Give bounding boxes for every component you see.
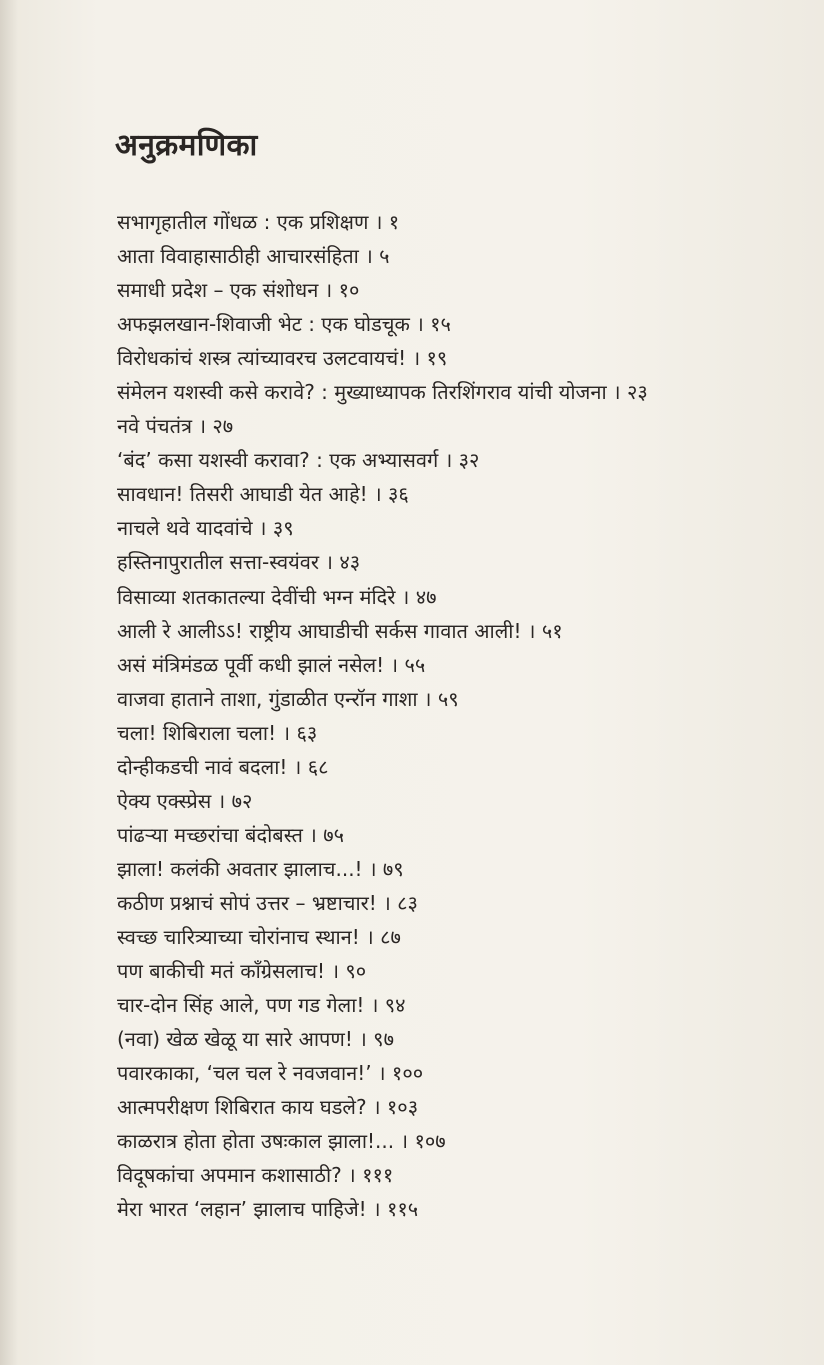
toc-entry-separator: । [412, 346, 421, 371]
toc-entry-page-number: १०३ [386, 1095, 419, 1120]
toc-entry-page-number: १ [388, 210, 400, 234]
toc-entry-page-number: ३६ [388, 482, 409, 507]
toc-entry-page-number: २७ [212, 414, 234, 439]
toc-entry-separator: । [401, 584, 410, 609]
toc-entry-separator: । [383, 890, 391, 915]
toc-entry [117, 1124, 797, 1158]
toc-entry [117, 1022, 797, 1056]
toc-entry [117, 920, 797, 954]
toc-entry-title: आत्मपरीक्षण शिबिरात काय घडले? [117, 1095, 367, 1120]
toc-entry-page-number: ८७ [380, 924, 401, 949]
toc-entry [117, 682, 797, 716]
toc-entry [117, 784, 797, 818]
toc-entry-title: दोन्हीकडची नावं बदला! [117, 754, 288, 779]
toc-entry-page-number: ३९ [272, 516, 294, 541]
toc-entry-separator: । [613, 380, 621, 405]
toc-entry [117, 818, 797, 852]
toc-entry-page-number: ६८ [307, 754, 329, 779]
toc-entry [117, 341, 797, 375]
toc-entry-page-number: ९७ [373, 1027, 394, 1052]
toc-entry-page-number: ५९ [437, 686, 459, 711]
toc-entry-title: नाचले थवे यादवांचे [117, 516, 253, 541]
toc-entry-page-number: ७५ [323, 822, 344, 847]
toc-entry-title: असं मंत्रिमंडळ पूर्वी कधी झालं नसेल! [117, 652, 385, 677]
toc-entry-title: ‘बंद’ कसा यशस्वी करावा? : एक अभ्यासवर्ग [117, 448, 439, 473]
toc-entry-separator: । [377, 1061, 386, 1086]
toc-entry-title: सभागृहातील गोंधळ : एक प्रशिक्षण [117, 210, 369, 234]
toc-entry-page-number: २३ [626, 380, 648, 405]
toc-entry [117, 545, 797, 579]
toc-entry-title: आली रे आलीऽऽ! राष्ट्रीय आघाडीची सर्कस गावात आली! [117, 618, 522, 643]
toc-entry-page-number: १५ [430, 312, 451, 337]
toc-entry [117, 1056, 797, 1090]
toc-entry [117, 375, 797, 409]
toc-entry-title: हस्तिनापुरातील सत्ता-स्वयंवर [117, 550, 320, 575]
toc-entry [117, 852, 797, 886]
toc-entry-page-number: १०० [391, 1061, 424, 1086]
toc-entry-title: पवारकाका, ‘चल चल रे नवजवान!’ [117, 1061, 372, 1086]
toc-entry-title: अफझलखान-शिवाजी भेट : एक घोडचूक [117, 312, 410, 337]
toc-entry-title: (नवा) खेळ खेळू या सारे आपण! [117, 1027, 353, 1052]
toc-entry [117, 511, 797, 545]
toc-entry-page-number: ३२ [458, 448, 480, 473]
toc-entry-title: काळरात्र होता होता उषःकाल झाला!... [117, 1129, 395, 1154]
toc-entry-separator: । [527, 618, 536, 643]
toc-entry [117, 988, 797, 1022]
toc-entry [117, 580, 797, 614]
toc-entry [117, 205, 797, 239]
toc-entry [117, 648, 797, 682]
toc-entry-separator: । [198, 414, 207, 439]
toc-entry [117, 954, 797, 988]
toc-entry-page-number: ११५ [387, 1197, 419, 1222]
toc-entry-page-number: ४७ [415, 584, 437, 609]
toc-entry-page-number: ९० [345, 959, 367, 984]
toc-entry [117, 409, 797, 443]
toc-entry-separator: । [348, 1163, 356, 1188]
toc-entry-separator: । [359, 1027, 367, 1052]
toc-entry-page-number: १० [338, 278, 360, 303]
toc-entry-title: समाधी प्रदेश – एक संशोधन [117, 278, 319, 303]
toc-entry-separator: । [423, 686, 432, 711]
toc-entry-page-number: ९४ [384, 993, 406, 1018]
toc-entry-page-number: १९ [426, 346, 448, 371]
toc-entry-separator: । [331, 959, 340, 984]
toc-entry [117, 886, 797, 920]
toc-entry-title: कठीण प्रश्नाचं सोपं उत्तर – भ्रष्टाचार! [117, 890, 377, 915]
toc-entry-separator: । [293, 754, 302, 779]
toc-entry-title: पण बाकीची मतं काँग्रेसलाच! [117, 959, 326, 984]
toc-entry-separator: । [217, 788, 226, 813]
toc-entry-title: पांढऱ्या मच्छरांचा बंदोबस्त [117, 822, 303, 847]
toc-entry [117, 750, 797, 784]
toc-entry-separator: । [416, 312, 424, 337]
toc-entry-separator: । [258, 516, 267, 541]
toc-entry-page-number: ५५ [404, 652, 426, 677]
toc-entry-page-number: ४३ [339, 550, 361, 575]
toc-entry-separator: । [282, 720, 291, 745]
toc-entry [117, 1090, 797, 1124]
toc-entry-title: ऐक्य एक्स्प्रेस [117, 788, 212, 813]
page-title: अनुक्रमणिका [115, 128, 258, 163]
toc-entry-title: चार-दोन सिंह आले, पण गड गेला! [117, 993, 365, 1018]
toc-entry-page-number: ७२ [231, 788, 253, 813]
toc-entry-page-number: ८३ [397, 890, 418, 915]
toc-entry [117, 1192, 797, 1226]
toc-entry [117, 307, 797, 341]
table-of-contents [117, 205, 797, 1226]
toc-entry-separator: । [400, 1129, 409, 1154]
toc-entry-title: नवे पंचतंत्र [117, 414, 193, 439]
toc-entry-separator: । [374, 210, 383, 234]
toc-entry-title: विसाव्या शतकातल्या देवींची भग्न मंदिरे [117, 584, 396, 609]
toc-entry-page-number: ७९ [382, 856, 404, 881]
toc-entry [117, 716, 797, 750]
toc-entry [117, 614, 797, 648]
toc-entry-title: मेरा भारत ‘लहान’ झालाच पाहिजे! [117, 1197, 367, 1222]
toc-entry-title: आता विवाहासाठीही आचारसंहिता [117, 244, 359, 269]
toc-entry-title: विरोधकांचं शस्त्र त्यांच्यावरच उलटवायचं! [117, 346, 407, 371]
toc-entry-separator: । [444, 448, 453, 473]
toc-entry-title: विदूषकांचा अपमान कशासाठी? [117, 1163, 342, 1188]
toc-entry-title: सावधान! तिसरी आघाडी येत आहे! [117, 482, 368, 507]
toc-entry-separator: । [372, 1095, 381, 1120]
toc-entry [117, 273, 797, 307]
toc-entry-separator: । [368, 856, 377, 881]
toc-entry-page-number: १०७ [414, 1129, 446, 1154]
toc-entry-page-number: ५ [379, 244, 390, 269]
book-spine-shadow [0, 0, 18, 1365]
toc-entry-title: स्वच्छ चारित्र्याच्या चोरांनाच स्थान! [117, 924, 360, 949]
toc-entry-separator: । [324, 278, 333, 303]
toc-entry [117, 477, 797, 511]
toc-entry-separator: । [374, 482, 382, 507]
toc-entry [117, 239, 797, 273]
toc-entry-title: झाला! कलंकी अवतार झालाच...! [117, 856, 363, 881]
toc-entry-separator: । [309, 822, 317, 847]
toc-entry-title: संमेलन यशस्वी कसे करावे? : मुख्याध्यापक तिरशिंगराव यांची योजना [117, 380, 607, 405]
toc-entry-title: चला! शिबिराला चला! [117, 720, 277, 745]
toc-entry-separator: । [370, 993, 379, 1018]
toc-entry-separator: । [365, 244, 373, 269]
toc-entry [117, 443, 797, 477]
toc-entry-separator: । [366, 924, 374, 949]
toc-entry-page-number: ५१ [541, 618, 563, 643]
toc-entry-title: वाजवा हाताने ताशा, गुंडाळीत एन्‍रॉन गाशा [117, 686, 418, 711]
toc-entry-separator: । [373, 1197, 381, 1222]
toc-entry-separator: । [325, 550, 333, 575]
toc-entry [117, 1158, 797, 1192]
toc-entry-page-number: ६३ [296, 720, 318, 745]
toc-entry-separator: । [390, 652, 399, 677]
toc-entry-page-number: १११ [362, 1163, 394, 1188]
